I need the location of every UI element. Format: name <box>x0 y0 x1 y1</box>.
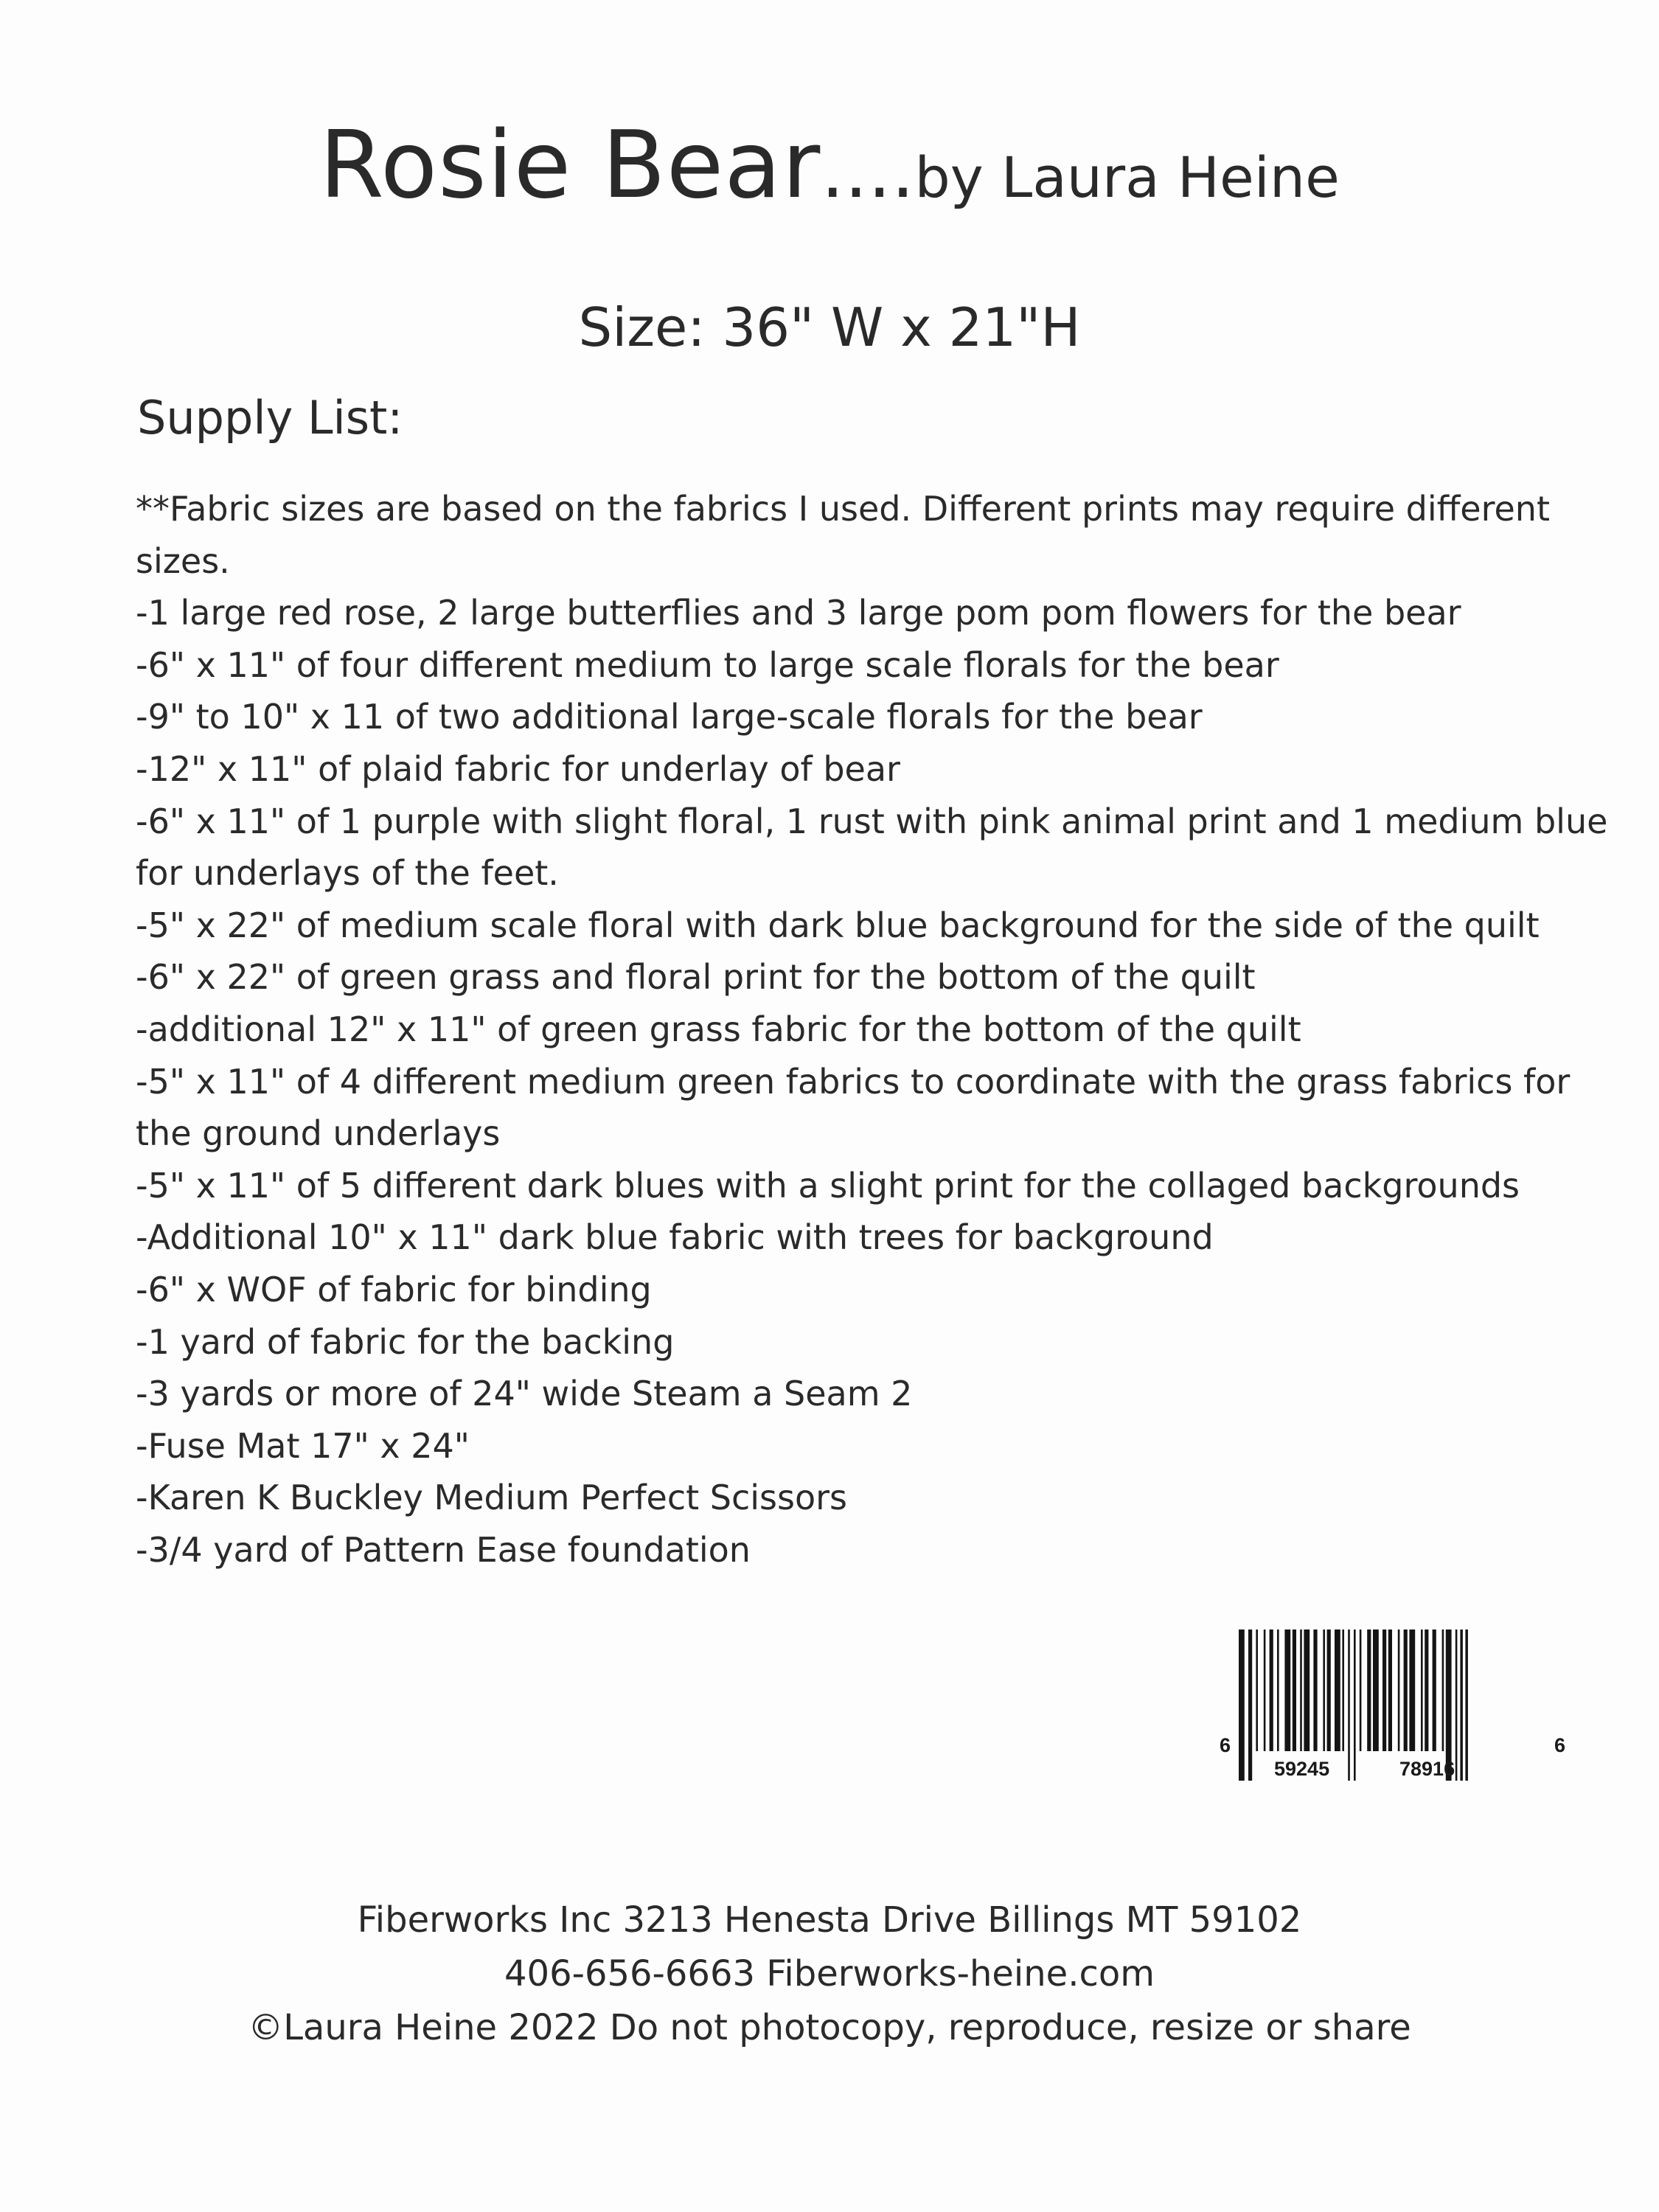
barcode-bar <box>1388 1630 1392 1751</box>
finished-size: Size: 36" W x 21"H <box>578 296 1081 358</box>
barcode-bar <box>1398 1630 1400 1751</box>
barcode-digit-left: 6 <box>1220 1734 1231 1756</box>
barcode-bar <box>1270 1630 1273 1751</box>
supply-note: **Fabric sizes are based on the fabrics I used. Different prints may require different sizes. <box>136 489 1550 581</box>
barcode-bar <box>1348 1630 1350 1781</box>
barcode-bar <box>1465 1630 1468 1781</box>
supply-item: -6" x WOF of fabric for binding <box>136 1269 652 1310</box>
barcode-bar <box>1264 1630 1266 1751</box>
title-line <box>0 111 1659 219</box>
supply-item: -5" x 11" of 5 different dark blues with a slight print for the collaged backgrounds <box>136 1165 1520 1206</box>
barcode-bar <box>1277 1630 1279 1751</box>
barcode-bar <box>1421 1630 1423 1751</box>
upc-barcode <box>1217 1630 1566 1784</box>
barcode-bar <box>1373 1630 1379 1751</box>
supply-list <box>136 483 1632 1576</box>
barcode-bar <box>1293 1630 1296 1751</box>
publisher-footer <box>0 1893 1659 2055</box>
barcode-bar <box>1284 1630 1290 1751</box>
barcode-bar <box>1248 1630 1252 1781</box>
barcode-bar <box>1425 1630 1428 1751</box>
barcode-bar <box>1433 1630 1436 1751</box>
barcode-bar <box>1360 1630 1362 1751</box>
supply-item: -Fuse Mat 17" x 24" <box>136 1425 470 1466</box>
barcode-digit-right: 6 <box>1554 1734 1566 1756</box>
title-dots: .... <box>821 128 915 215</box>
publisher-address: Fiberworks Inc 3213 Henesta Drive Billings MT 59102 <box>357 1899 1302 1941</box>
barcode-bar <box>1313 1630 1317 1751</box>
barcode-bar <box>1382 1630 1386 1751</box>
barcode-bar <box>1304 1630 1310 1751</box>
barcode-bar <box>1442 1630 1444 1751</box>
barcode-bar <box>1327 1630 1331 1751</box>
barcode-bar <box>1323 1630 1325 1751</box>
supply-item: -Additional 10" x 11" dark blue fabric with trees for background <box>136 1217 1214 1258</box>
barcode-bar <box>1409 1630 1415 1751</box>
supply-item: -3/4 yard of Pattern Ease foundation <box>136 1529 751 1570</box>
supply-item: -5" x 11" of 4 different medium green fabrics to coordinate with the grass fabrics for the ground underlays <box>136 1061 1571 1154</box>
supply-item: -6" x 11" of four different medium to large scale florals for the bear <box>136 644 1279 685</box>
pattern-title: Rosie Bear <box>319 111 821 219</box>
barcode-bars <box>1217 1630 1566 1784</box>
supply-item: -additional 12" x 11" of green grass fabric for the bottom of the quilt <box>136 1009 1301 1049</box>
supply-item: -1 yard of fabric for the backing <box>136 1321 675 1362</box>
supply-item: -6" x 11" of 1 purple with slight floral, 1 rust with pink animal print and 1 medium blue for underlays of the feet. <box>136 801 1608 894</box>
designer-byline: by Laura Heine <box>914 145 1340 210</box>
barcode-bar <box>1256 1630 1258 1751</box>
barcode-bar <box>1239 1630 1245 1781</box>
supply-item: -6" x 22" of green grass and floral print for the bottom of the quilt <box>136 957 1256 998</box>
barcode-bar <box>1367 1630 1371 1751</box>
supply-item: -12" x 11" of plaid fabric for underlay of bear <box>136 748 900 789</box>
supply-item: -5" x 22" of medium scale floral with dark blue background for the side of the quilt <box>136 905 1540 945</box>
barcode-group-left: 59245 <box>1274 1758 1330 1780</box>
supply-item: -1 large red rose, 2 large butterflies and 3 large pom pom flowers for the bear <box>136 593 1461 633</box>
barcode-bar <box>1404 1630 1408 1751</box>
supply-item: -3 yards or more of 24" wide Steam a Seam 2 <box>136 1374 913 1414</box>
barcode-bar <box>1335 1630 1340 1751</box>
barcode-bar <box>1354 1630 1356 1781</box>
supply-item: -9" to 10" x 11 of two additional large-scale florals for the bear <box>136 697 1203 737</box>
barcode-bar <box>1460 1630 1463 1781</box>
barcode-group-right: 78916 <box>1399 1758 1455 1780</box>
publisher-contact: 406-656-6663 Fiberworks-heine.com <box>504 1953 1155 1994</box>
supply-item: -Karen K Buckley Medium Perfect Scissors <box>136 1478 848 1518</box>
supply-list-heading: Supply List: <box>137 391 403 445</box>
barcode-bar <box>1300 1630 1302 1751</box>
barcode-bar <box>1342 1630 1344 1751</box>
barcode-bar <box>1455 1630 1458 1781</box>
copyright-notice: ©Laura Heine 2022 Do not photocopy, reproduce, resize or share <box>248 2007 1411 2048</box>
